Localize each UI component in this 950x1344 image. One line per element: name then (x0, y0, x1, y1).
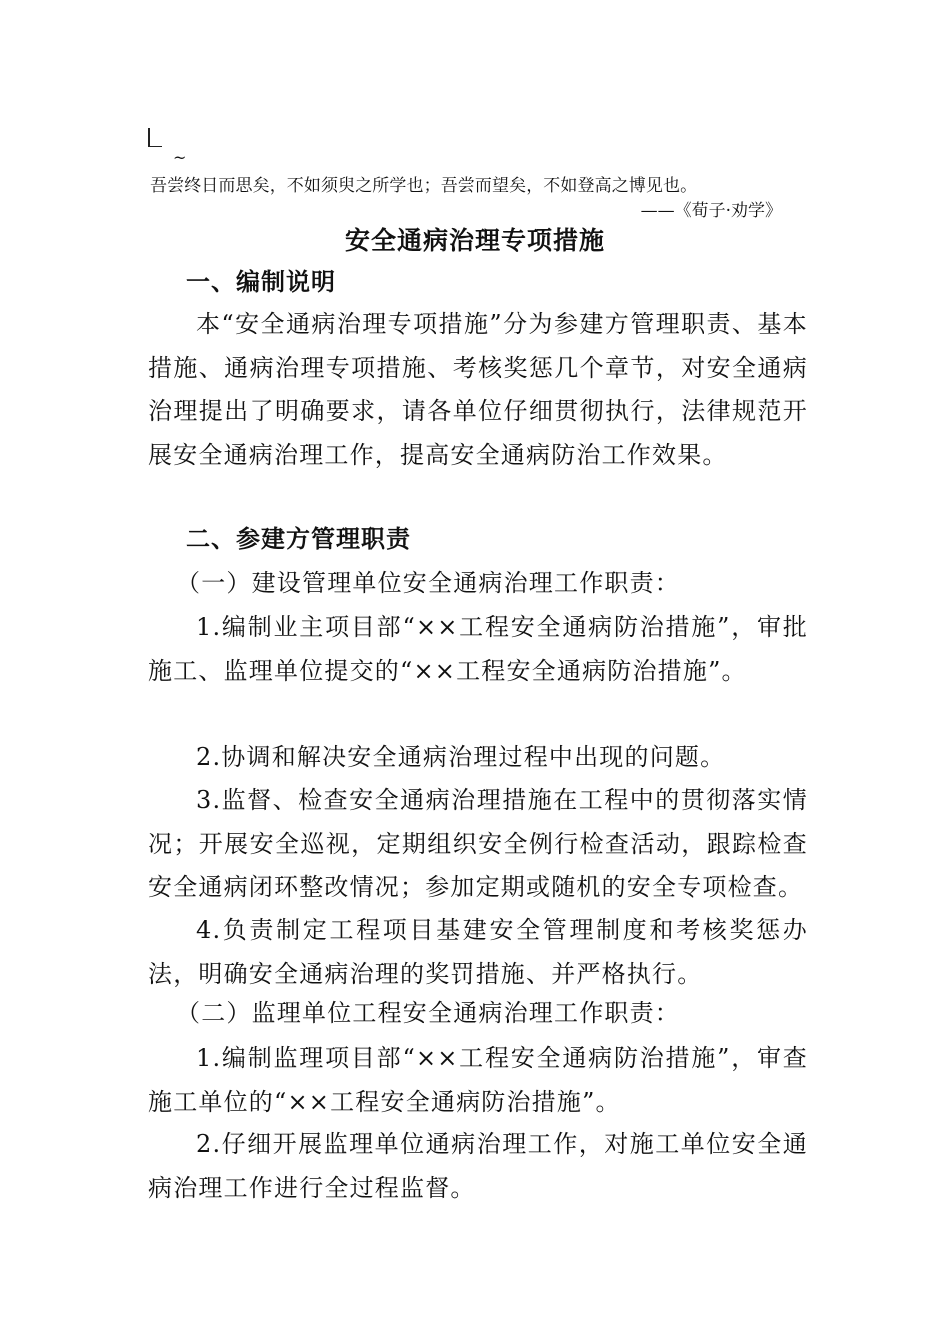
header-quote-source: ——《荀子·劝学》 (640, 201, 782, 221)
section-heading-1: 一、编制说明 (186, 267, 336, 296)
section-1-paragraph: 本“安全通病治理专项措施”分为参建方管理职责、基本措施、通病治理专项措施、考核奖惩几个章节，对安全通病治理提出了明确要求，请各单位仔细贯彻执行，法律规范开展安全通病治理工作，提高安全通病防治工作效果。 (148, 310, 808, 469)
header-quote: 吾尝终日而思矣，不如须臾之所学也；吾尝而望矣，不如登高之博见也。 (150, 176, 698, 196)
subsection-1-item-3: 3.监督、检查安全通病治理措施在工程中的贯彻落实情况；开展安全巡视，定期组织安全例行检查活动，跟踪检查安全通病闭环整改情况；参加定期或随机的安全专项检查。 (148, 786, 808, 901)
tilde-mark: ~ (173, 148, 187, 167)
subsection-title-2: （二）监理单位工程安全通病治理工作职责： (176, 999, 680, 1027)
subsection-1-item-1: 1.编制业主项目部“××工程安全通病防治措施”，审批施工、监理单位提交的“××工程安全通病防治措施”。 (148, 613, 808, 685)
subsection-1-item-2: 2.协调和解决安全通病治理过程中出现的问题。 (196, 743, 726, 771)
section-heading-2: 二、参建方管理职责 (186, 524, 411, 553)
document-title: 安全通病治理专项措施 (344, 226, 605, 255)
subsection-title-1: （一）建设管理单位安全通病治理工作职责： (176, 569, 680, 597)
subsection-2-item-2: 2.仔细开展监理单位通病治理工作，对施工单位安全通病治理工作进行全过程监督。 (148, 1130, 808, 1202)
subsection-2-item-1: 1.编制监理项目部“××工程安全通病防治措施”，审查施工单位的“××工程安全通病防治措施”。 (148, 1044, 808, 1116)
subsection-1-item-4: 4.负责制定工程项目基建安全管理制度和考核奖惩办法，明确安全通病治理的奖罚措施、并严格执行。 (148, 916, 808, 988)
margin-corner-mark (148, 128, 162, 147)
